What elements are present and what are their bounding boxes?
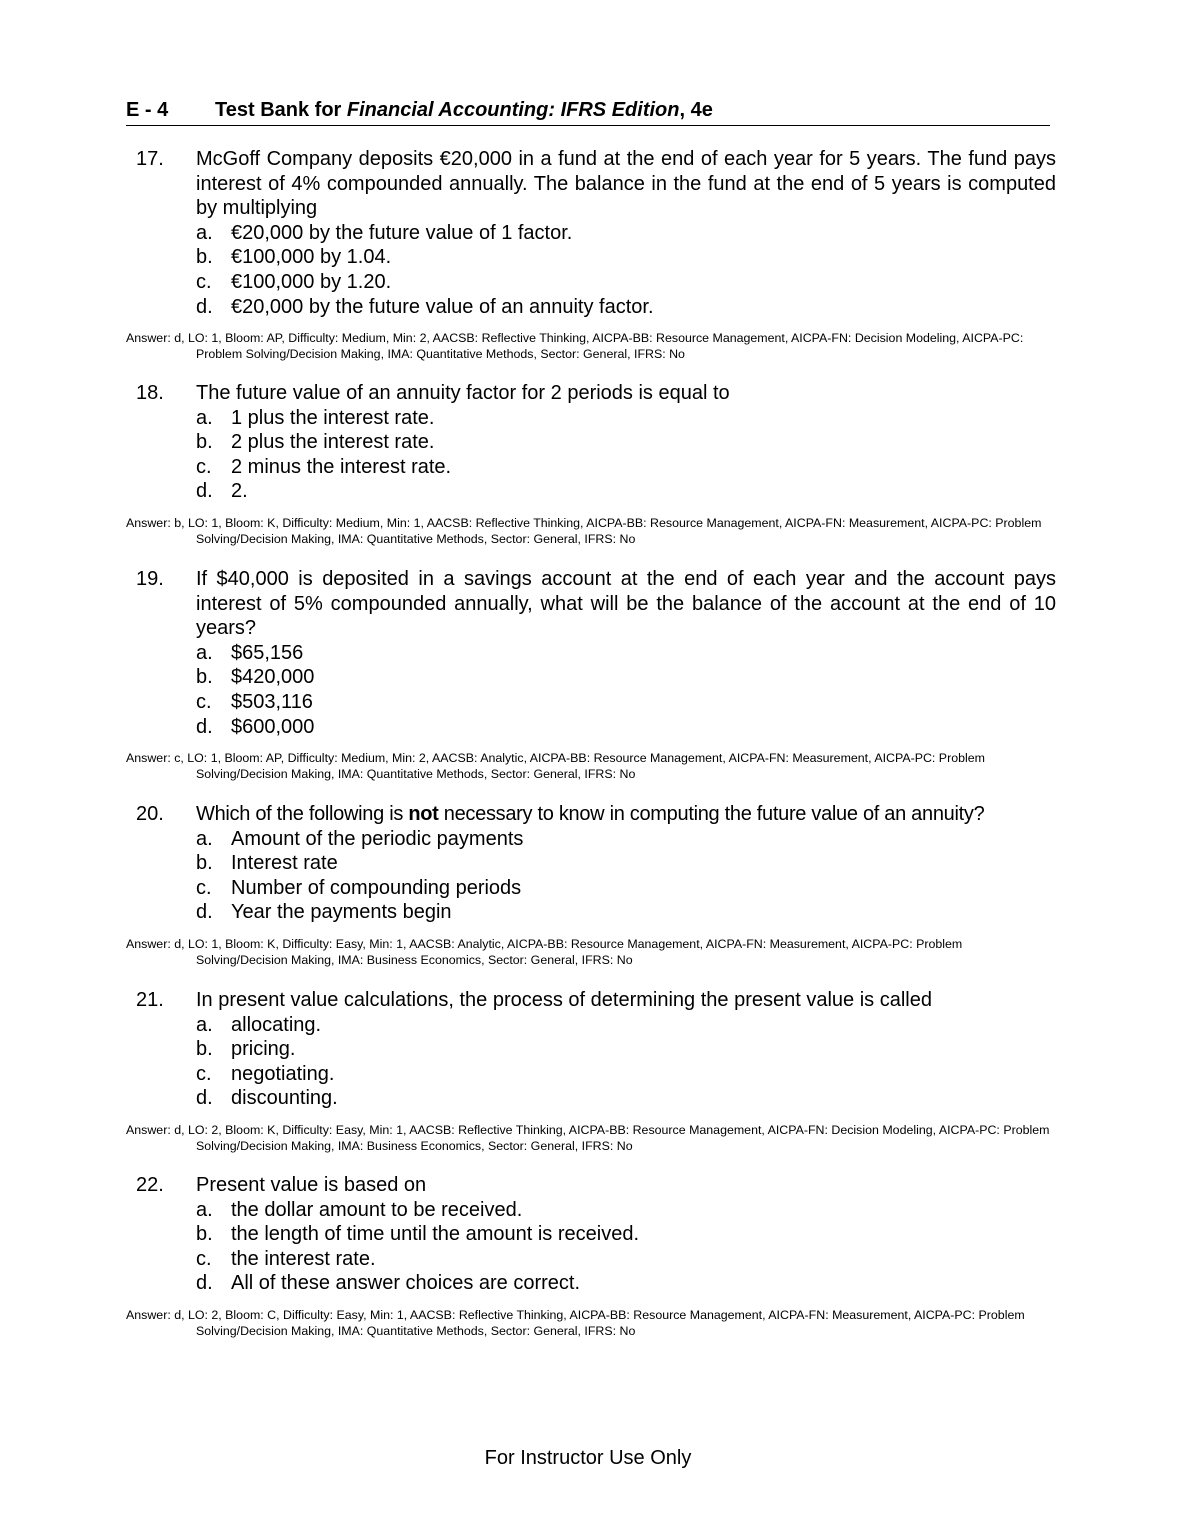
option-text: $65,156	[231, 641, 304, 664]
title-suffix: , 4e	[679, 99, 713, 121]
option-letter: b.	[196, 246, 213, 269]
option-letter: a.	[196, 1013, 213, 1036]
option-text: $503,116	[231, 690, 313, 713]
option-a	[196, 1013, 1056, 1038]
option-text: allocating.	[231, 1013, 322, 1036]
option-a	[196, 641, 1056, 666]
option-d	[196, 1086, 1056, 1111]
question-stem	[196, 802, 1056, 827]
option-text: the length of time until the amount is received.	[231, 1223, 640, 1246]
answer-metadata: Answer: d, LO: 1, Bloom: K, Difficulty: Easy, Min: 1, AACSB: Analytic, AICPA-BB: Resource Management, AICPA-FN: Measurement, AICPA-PC: Problem Solving/Decision Making, IMA: Business Economics, Sector: General, IFRS: No	[126, 936, 963, 967]
book-title	[215, 97, 713, 123]
option-letter: a.	[196, 827, 213, 850]
option-letter: c.	[196, 1247, 212, 1270]
stem-after: necessary to know in computing the future value of an annuity?	[438, 803, 985, 825]
option-text: €100,000 by 1.04.	[231, 246, 392, 269]
option-list	[196, 1013, 1056, 1111]
option-text: €100,000 by 1.20.	[231, 270, 392, 293]
option-a	[196, 827, 1056, 852]
option-text: Amount of the periodic payments	[231, 827, 524, 850]
option-text: 2 plus the interest rate.	[231, 431, 435, 454]
option-list	[196, 221, 1056, 319]
question-stem: If $40,000 is deposited in a savings account at the end of each year and the account pays interest of 5% compounded annually, what will be the balance of the account at the end of 10 years?	[196, 568, 1056, 640]
question-18	[126, 381, 1056, 547]
page-header	[126, 97, 1050, 126]
option-b	[196, 851, 1056, 876]
option-d	[196, 479, 1056, 504]
option-letter: d.	[196, 1087, 213, 1110]
option-d	[196, 900, 1056, 925]
option-text: pricing.	[231, 1038, 296, 1061]
option-b	[196, 665, 1056, 690]
option-letter: c.	[196, 455, 212, 478]
option-letter: c.	[196, 876, 212, 899]
question-17	[126, 147, 1056, 362]
option-letter: a.	[196, 221, 213, 244]
option-letter: c.	[196, 690, 212, 713]
option-text: 2 minus the interest rate.	[231, 455, 452, 478]
option-a	[196, 1198, 1056, 1223]
option-list	[196, 641, 1056, 739]
option-text: Number of compounding periods	[231, 876, 522, 899]
option-b	[196, 1037, 1056, 1062]
option-list	[196, 827, 1056, 925]
option-letter: b.	[196, 431, 213, 454]
option-text: €20,000 by the future value of 1 factor.	[231, 221, 573, 244]
question-21	[126, 988, 1056, 1154]
option-letter: d.	[196, 295, 213, 318]
option-text: discounting.	[231, 1087, 338, 1110]
option-text: €20,000 by the future value of an annuity factor.	[231, 295, 654, 318]
option-text: negotiating.	[231, 1062, 335, 1085]
option-letter: d.	[196, 715, 213, 738]
option-letter: c.	[196, 270, 212, 293]
option-d	[196, 715, 1056, 740]
question-stem: In present value calculations, the process of determining the present value is called	[196, 989, 932, 1011]
option-text: Interest rate	[231, 852, 338, 875]
title-book-name: Financial Accounting: IFRS Edition	[346, 99, 680, 121]
title-prefix: Test Bank for	[215, 99, 347, 121]
page-number: E - 4	[126, 99, 169, 121]
stem-before: Which of the following is	[196, 803, 409, 825]
option-letter: b.	[196, 1223, 213, 1246]
option-letter: a.	[196, 1198, 213, 1221]
option-text: 1 plus the interest rate.	[231, 406, 435, 429]
answer-metadata: Answer: b, LO: 1, Bloom: K, Difficulty: Medium, Min: 1, AACSB: Reflective Thinking, AICPA-BB: Resource Management, AICPA-FN: Measurement, AICPA-PC: Problem Solving/Decision Making, IMA: Quantitative Methods, Sector: General, IFRS: No	[126, 515, 1042, 546]
option-text: $600,000	[231, 715, 315, 738]
question-stem: Present value is based on	[196, 1174, 427, 1196]
option-letter: b.	[196, 852, 213, 875]
option-c	[196, 876, 1056, 901]
answer-metadata: Answer: d, LO: 1, Bloom: AP, Difficulty: Medium, Min: 2, AACSB: Reflective Thinking, AICPA-BB: Resource Management, AICPA-FN: Decision Modeling, AICPA-PC: Problem Solving/Decision Making, IMA: Quantitative Methods, Sector: General, IFRS: No	[126, 331, 1024, 362]
question-number: 17.	[136, 148, 164, 170]
answer-metadata: Answer: d, LO: 2, Bloom: C, Difficulty: Easy, Min: 1, AACSB: Reflective Thinking, AICPA-BB: Resource Management, AICPA-FN: Measurement, AICPA-PC: Problem Solving/Decision Making, IMA: Quantitative Methods, Sector: General, IFRS: No	[126, 1307, 1025, 1338]
question-number: 21.	[136, 989, 164, 1011]
option-text: $420,000	[231, 666, 315, 689]
option-a	[196, 221, 1056, 246]
option-letter: d.	[196, 480, 213, 503]
question-22	[126, 1173, 1056, 1339]
question-number: 18.	[136, 382, 164, 404]
stem-emphasis: not	[408, 803, 439, 825]
option-letter: d.	[196, 901, 213, 924]
question-number: 22.	[136, 1174, 164, 1196]
option-c	[196, 1247, 1056, 1272]
option-text: the interest rate.	[231, 1247, 376, 1270]
option-list	[196, 1198, 1056, 1296]
option-b	[196, 1222, 1056, 1247]
question-20	[126, 802, 1056, 968]
option-c	[196, 270, 1056, 295]
option-d	[196, 295, 1056, 320]
option-list	[196, 406, 1056, 504]
answer-metadata: Answer: c, LO: 1, Bloom: AP, Difficulty: Medium, Min: 2, AACSB: Analytic, AICPA-BB: Resource Management, AICPA-FN: Measurement, AICPA-PC: Problem Solving/Decision Making, IMA: Quantitative Methods, Sector: General, IFRS: No	[126, 751, 985, 782]
question-stem: McGoff Company deposits €20,000 in a fund at the end of each year for 5 years. The fund pays interest of 4% compounded annually. The balance in the fund at the end of 5 years is computed by multiplying	[196, 148, 1056, 220]
option-letter: a.	[196, 406, 213, 429]
option-d	[196, 1271, 1056, 1296]
answer-metadata: Answer: d, LO: 2, Bloom: K, Difficulty: Easy, Min: 1, AACSB: Reflective Thinking, AICPA-BB: Resource Management, AICPA-FN: Decision Modeling, AICPA-PC: Problem Solving/Decision Making, IMA: Business Economics, Sector: General, IFRS: No	[126, 1122, 1050, 1153]
option-text: Year the payments begin	[231, 901, 452, 924]
question-number: 19.	[136, 568, 164, 590]
option-letter: c.	[196, 1062, 212, 1085]
option-text: 2.	[231, 480, 248, 503]
question-stem: The future value of an annuity factor for 2 periods is equal to	[196, 382, 730, 404]
option-text: the dollar amount to be received.	[231, 1198, 523, 1221]
question-number: 20.	[136, 803, 164, 825]
option-text: All of these answer choices are correct.	[231, 1272, 581, 1295]
question-19	[126, 567, 1056, 782]
option-c	[196, 690, 1056, 715]
option-b	[196, 430, 1056, 455]
option-c	[196, 1062, 1056, 1087]
option-letter: b.	[196, 1038, 213, 1061]
option-letter: a.	[196, 641, 213, 664]
option-b	[196, 245, 1056, 270]
option-letter: b.	[196, 666, 213, 689]
option-a	[196, 406, 1056, 431]
option-letter: d.	[196, 1272, 213, 1295]
option-c	[196, 455, 1056, 480]
page-footer: For Instructor Use Only	[484, 1447, 692, 1469]
